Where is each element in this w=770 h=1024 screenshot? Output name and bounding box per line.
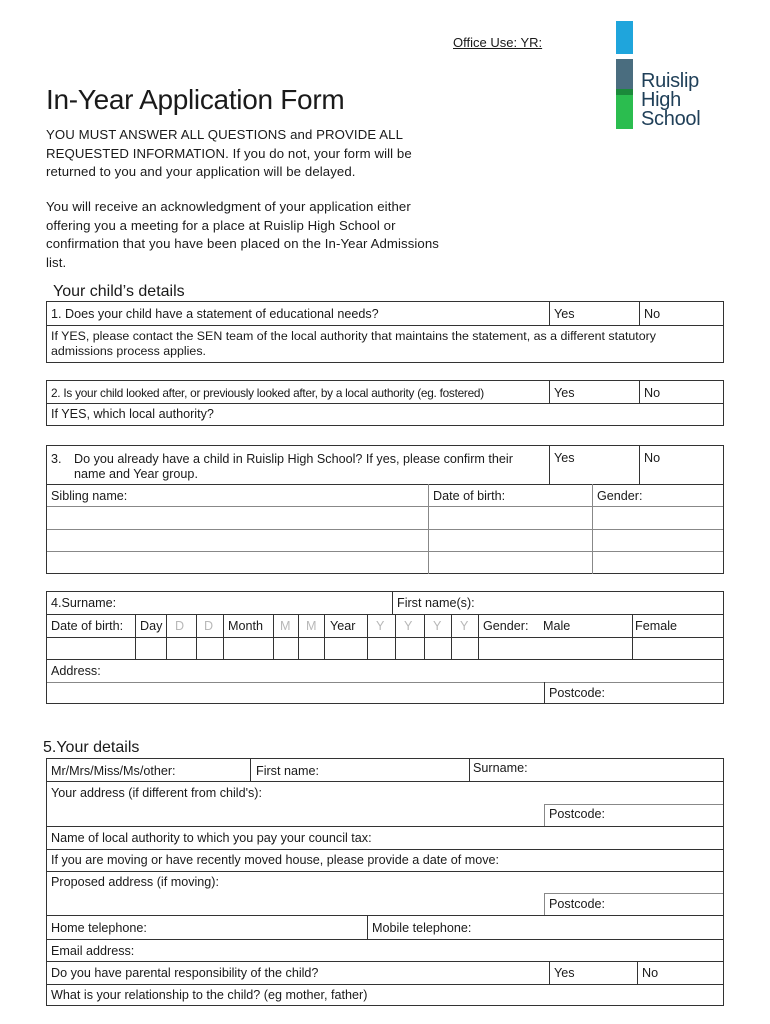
parent-surname-label: Surname: (473, 761, 528, 775)
dob-year-digit-3[interactable]: Y (433, 619, 442, 633)
q1-box (46, 301, 724, 363)
child-gender-label: Gender: (483, 619, 529, 633)
section-your-details: 5.Your details (43, 739, 140, 756)
q1-no-option[interactable]: No (644, 307, 661, 321)
logo-bar-green (616, 95, 633, 129)
parent-first-name-label: First name: (256, 764, 319, 778)
q3-question: Do you already have a child in Ruislip High School? If yes, please confirm their name and Year group. (74, 452, 513, 481)
child-postcode-label: Postcode: (549, 686, 606, 700)
dob-year-digit-1[interactable]: Y (376, 619, 385, 633)
gender-male-option[interactable]: Male (543, 619, 571, 633)
parental-responsibility-question: Do you have parental responsibility of the child? (51, 966, 319, 980)
sibling-name-header: Sibling name: (51, 489, 128, 503)
q2-followup: If YES, which local authority? (51, 407, 214, 421)
home-telephone-label: Home telephone: (51, 921, 147, 935)
relationship-label: What is your relationship to the child? (eg mother, father) (51, 988, 368, 1002)
logo-bar-slate (616, 59, 633, 89)
dob-day-label: Day (140, 619, 163, 633)
section-child-details: Your child’s details (53, 283, 185, 300)
gender-female-option[interactable]: Female (635, 619, 677, 633)
mobile-telephone-label: Mobile telephone: (372, 921, 472, 935)
q3-number: 3. (51, 452, 62, 466)
child-address-label: Address: (51, 664, 101, 678)
dob-year-label: Year (330, 619, 356, 633)
intro-acknowledgment: You will receive an acknowledgment of your application either offering you a meeting for a place at Ruislip High School or confirmation that you have been placed on the In-Year Admissions list. (46, 199, 439, 270)
q4-box (46, 591, 724, 704)
q2-yes-option[interactable]: Yes (554, 386, 575, 400)
parental-yes-option[interactable]: Yes (554, 966, 575, 980)
dob-month-label: Month (228, 619, 264, 633)
q3-box (46, 445, 724, 574)
logo-text: Ruislip High School (641, 70, 701, 130)
q3-no-option[interactable]: No (644, 451, 661, 465)
page-title: In-Year Application Form (46, 84, 345, 115)
dob-year-digit-4[interactable]: Y (460, 619, 469, 633)
q2-box (46, 380, 724, 426)
parental-no-option[interactable]: No (642, 966, 659, 980)
q1-question: 1. Does your child have a statement of educational needs? (51, 307, 379, 321)
parent-title-label: Mr/Mrs/Miss/Ms/other: (51, 764, 176, 778)
proposed-postcode-label: Postcode: (549, 897, 606, 911)
logo-bar-blue (616, 21, 633, 54)
proposed-address-label: Proposed address (if moving): (51, 875, 219, 889)
intro-warning: YOU MUST ANSWER ALL QUESTIONS and PROVIDE ALL REQUESTED INFORMATION. If you do not, your form will be returned to you and your application will be delayed. (46, 127, 412, 179)
child-first-names-label: First name(s): (397, 596, 475, 610)
school-logo (616, 21, 726, 129)
q1-note: If YES, please contact the SEN team of the local authority that maintains the statement, as a different statutory admissions process applies. (51, 329, 656, 358)
q1-yes-option[interactable]: Yes (554, 307, 575, 321)
q5-box (46, 758, 724, 1006)
child-surname-label: 4.Surname: (51, 596, 117, 610)
q2-no-option[interactable]: No (644, 386, 661, 400)
dob-day-digit-1[interactable]: D (175, 619, 185, 633)
parent-postcode-label: Postcode: (549, 807, 606, 821)
office-use-label: Office Use: YR: (453, 35, 543, 50)
q2-question: 2. Is your child looked after, or previously looked after, by a local authority (eg. fostered) (51, 386, 484, 400)
dob-day-digit-2[interactable]: D (204, 619, 214, 633)
dob-year-digit-2[interactable]: Y (404, 619, 413, 633)
council-tax-label: Name of local authority to which you pay your council tax: (51, 831, 372, 845)
sibling-gender-header: Gender: (597, 489, 643, 503)
dob-month-digit-2[interactable]: M (306, 619, 317, 633)
email-label: Email address: (51, 944, 135, 958)
parent-address-label: Your address (if different from child's): (51, 786, 262, 800)
move-date-label: If you are moving or have recently moved house, please provide a date of move: (51, 853, 500, 867)
q3-yes-option[interactable]: Yes (554, 451, 575, 465)
sibling-dob-header: Date of birth: (433, 489, 506, 503)
child-dob-label: Date of birth: (51, 619, 124, 633)
dob-month-digit-1[interactable]: M (280, 619, 291, 633)
